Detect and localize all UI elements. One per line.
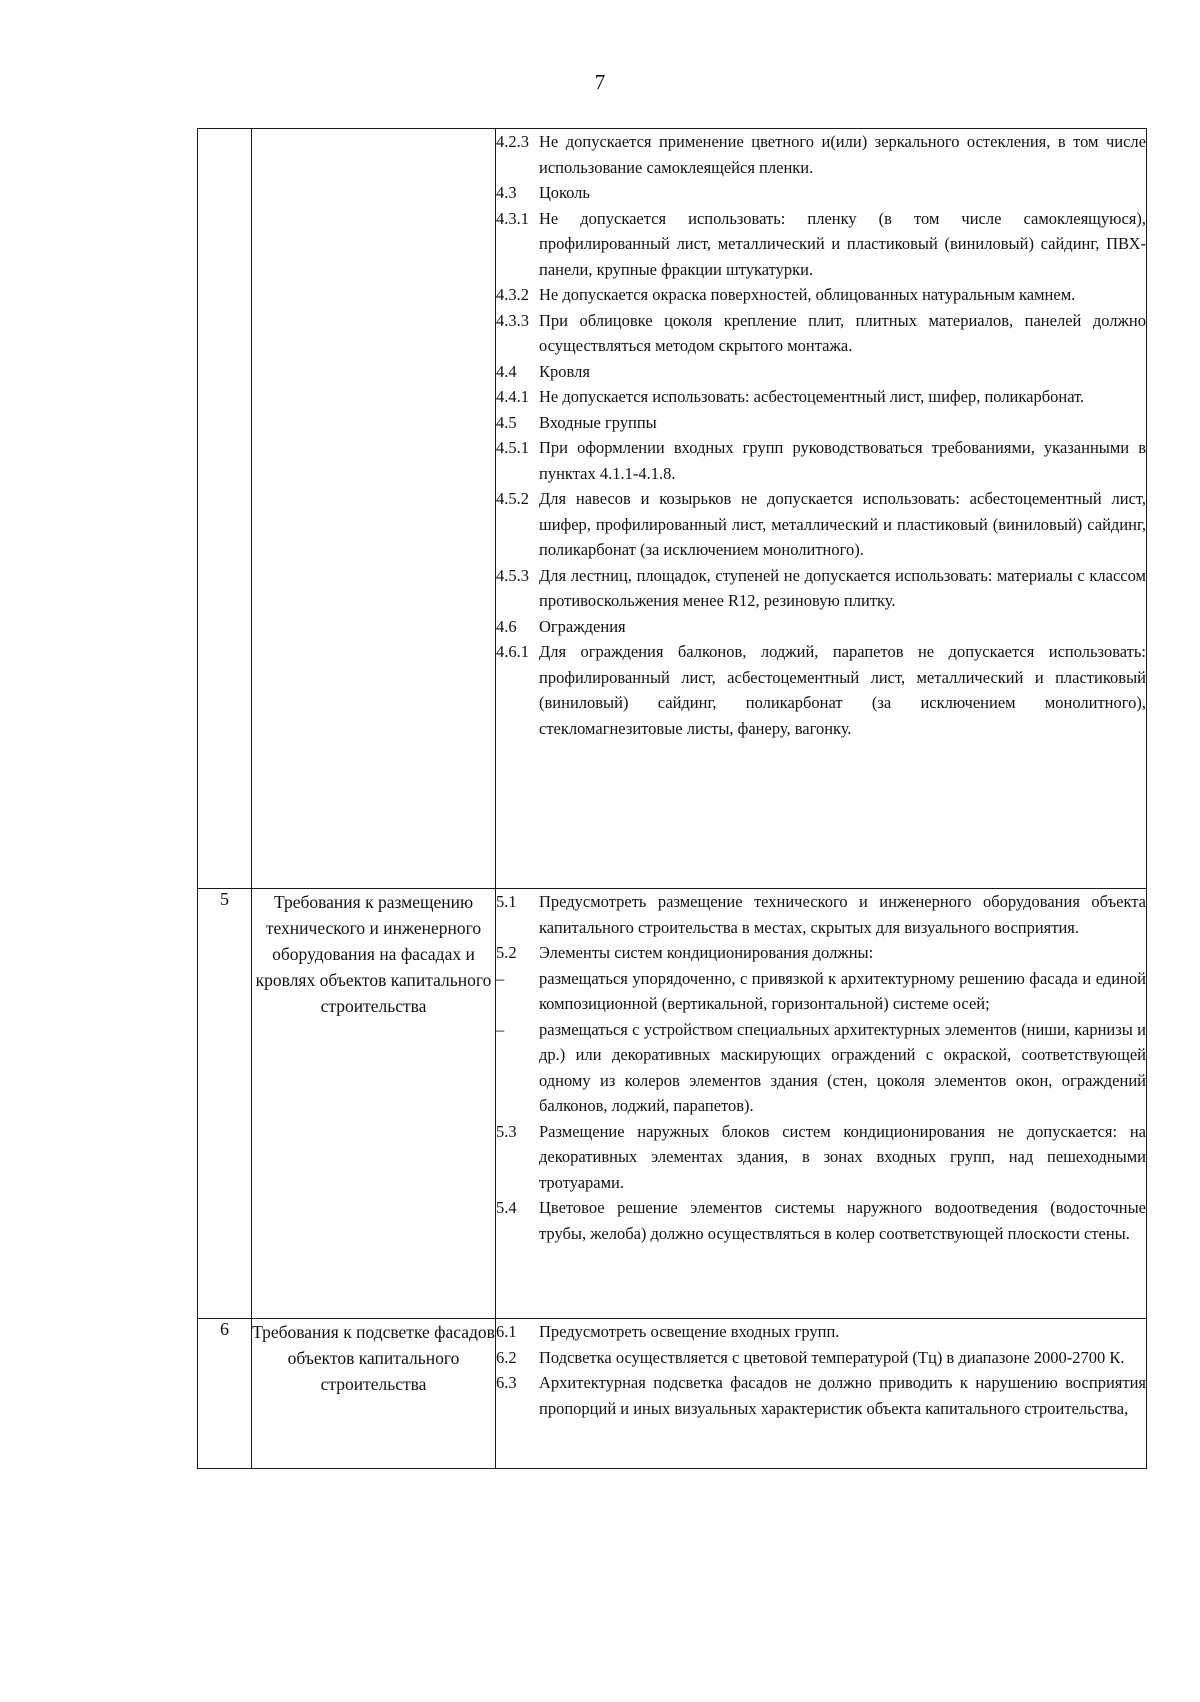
item-text: размещаться с устройством специальных архитектурных элементов (ниши, карнизы и др.) или декоративных маскирующих ограждений с окраской, соответствующей одному из колеров элементов здания (стен, цоколя элементов окон, ограждений балконов, лоджий, парапетов). <box>539 1019 1146 1115</box>
item-number: 4.5.1 <box>496 438 529 457</box>
item-text: При оформлении входных групп руководствоваться требованиями, указанными в пунктах 4.1.1-4.1.8. <box>539 438 1146 483</box>
list-item <box>496 1017 1146 1119</box>
page-number: 7 <box>594 70 606 94</box>
list-item <box>496 435 1146 486</box>
list-item <box>496 639 1146 741</box>
list-item <box>496 940 1146 966</box>
item-number: – <box>496 1019 505 1039</box>
list-item <box>496 1119 1146 1196</box>
item-text: Подсветка осуществляется с цветовой температурой (Тц) в диапазоне 2000-2700 К. <box>539 1347 1125 1367</box>
row-number: 5 <box>198 889 252 1319</box>
list-item <box>496 359 1146 385</box>
item-number: 4.5.3 <box>496 565 529 585</box>
requirements-table <box>197 128 1147 1469</box>
item-number: 4.4.1 <box>496 387 529 406</box>
item-text: Элементы систем кондиционирования должны: <box>539 943 874 962</box>
row-title: Требования к размещению технического и инженерного оборудования на фасадах и кровлях объектов капитального строительства <box>252 889 496 1319</box>
item-text: Размещение наружных блоков систем кондиционирования не допускается: на декоративных элементах здания, в зонах входных групп, над пешеходными тротуарами. <box>539 1121 1146 1192</box>
item-text: Не допускается использовать: асбестоцементный лист, шифер, поликарбонат. <box>539 387 1085 406</box>
item-number: 5.1 <box>496 892 517 911</box>
list-item <box>496 180 1146 206</box>
item-number: 4.5 <box>496 412 517 432</box>
table-row <box>198 889 1147 1319</box>
item-text: Входные группы <box>539 412 657 432</box>
item-number: 6.3 <box>496 1373 517 1392</box>
item-text: Предусмотреть размещение технического и инженерного оборудования объекта капитального строительства в местах, скрытых для визуального восприятия. <box>539 892 1146 937</box>
item-text: Не допускается окраска поверхностей, облицованных натуральным камнем. <box>539 285 1076 304</box>
item-number: 4.3.2 <box>496 285 529 304</box>
item-text: Для ограждения балконов, лоджий, парапетов не допускается использовать: профилированный лист, асбестоцементный лист, металлический и пластиковый (виниловый) сайдинг, поликарбонат (за исключением монолитного), стекломагнезитовые листы, фанеру, вагонку. <box>539 642 1146 738</box>
list-item <box>496 282 1146 308</box>
row-content <box>496 129 1147 889</box>
list-item <box>496 1370 1146 1421</box>
item-text: Кровля <box>539 361 590 381</box>
row-content <box>496 1319 1147 1469</box>
row-number <box>198 129 252 889</box>
list-item <box>496 206 1146 283</box>
list-item <box>496 889 1146 940</box>
row-number: 6 <box>198 1319 252 1469</box>
item-number: 6.2 <box>496 1347 517 1367</box>
item-number: 4.3.3 <box>496 310 529 330</box>
item-number: 4.3 <box>496 183 517 202</box>
list-item <box>496 1319 1146 1345</box>
item-number: 4.6 <box>496 616 517 636</box>
item-number: 4.2.3 <box>496 132 529 151</box>
item-text: При облицовке цоколя крепление плит, плитных материалов, панелей должно осуществляться методом скрытого монтажа. <box>539 310 1146 355</box>
item-text: Цоколь <box>539 183 590 202</box>
item-text: Для навесов и козырьков не допускается использовать: асбестоцементный лист, шифер, профилированный лист, металлический и пластиковый (виниловый) сайдинг, поликарбонат (за исключением монолитного). <box>539 489 1146 559</box>
item-text: Предусмотреть освещение входных групп. <box>539 1322 840 1341</box>
item-number: 6.1 <box>496 1322 517 1341</box>
item-text: размещаться упорядоченно, с привязкой к архитектурному решению фасада и единой композиционной (вертикальной, горизонтальной) системе осей; <box>539 968 1146 1013</box>
list-item <box>496 1345 1146 1371</box>
list-item <box>496 563 1146 614</box>
item-number: 5.4 <box>496 1198 517 1217</box>
list-item <box>496 1195 1146 1246</box>
item-text: Ограждения <box>539 616 626 636</box>
item-number: – <box>496 968 505 988</box>
table-row <box>198 129 1147 889</box>
item-text: Архитектурная подсветка фасадов не должно приводить к нарушению восприятия пропорций и иных визуальных характеристик объекта капитального строительства, <box>539 1373 1146 1418</box>
item-text: Не допускается использовать: пленку (в том числе самоклеящуюся), профилированный лист, металлический и пластиковый (виниловый) сайдинг, ПВХ-панели, крупные фракции штукатурки. <box>539 208 1146 279</box>
item-text: Не допускается применение цветного и(или) зеркального остекления, в том числе использование самоклеящейся пленки. <box>539 132 1146 177</box>
table-row <box>198 1319 1147 1469</box>
item-text: Для лестниц, площадок, ступеней не допускается использовать: материалы с классом противоскольжения менее R12, резиновую плитку. <box>539 565 1146 610</box>
list-item <box>496 966 1146 1017</box>
item-text: Цветовое решение элементов системы наружного водоотведения (водосточные трубы, желоба) должно осуществляться в колер соответствующей плоскости стены. <box>539 1198 1146 1243</box>
item-number: 5.2 <box>496 943 517 962</box>
item-number: 5.3 <box>496 1121 517 1141</box>
item-number: 4.3.1 <box>496 208 529 228</box>
row-content <box>496 889 1147 1319</box>
list-item <box>496 308 1146 359</box>
item-number: 4.4 <box>496 361 517 381</box>
list-item <box>496 410 1146 436</box>
item-number: 4.6.1 <box>496 642 529 661</box>
list-item <box>496 614 1146 640</box>
list-item <box>496 384 1146 410</box>
list-item <box>496 129 1146 180</box>
item-number: 4.5.2 <box>496 489 529 508</box>
row-title: Требования к подсветке фасадов объектов капитального строительства <box>252 1319 496 1469</box>
list-item <box>496 486 1146 563</box>
row-title <box>252 129 496 889</box>
